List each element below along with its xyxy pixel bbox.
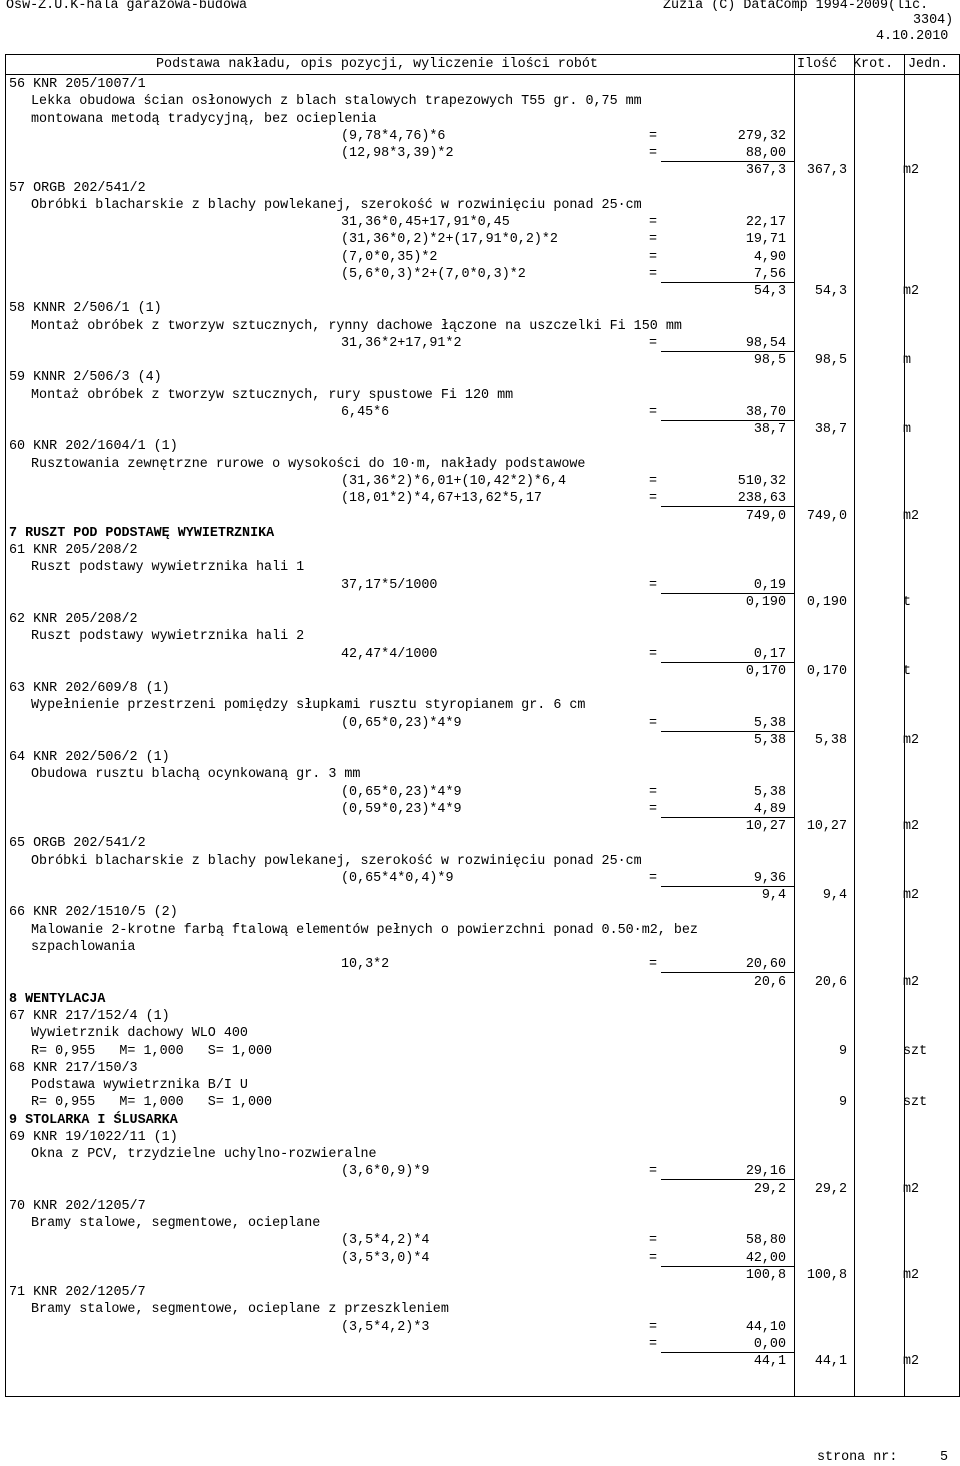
- position-description: Wypełnienie przestrzeni pomiędzy słupkami rusztu styropianem gr. 6 cm: [31, 698, 586, 714]
- position-description: Podstawa wywietrznika B/I U: [31, 1078, 248, 1094]
- position-code: 68 KNR 217/150/3: [9, 1060, 138, 1076]
- position-total-row: [6, 508, 959, 525]
- position-total-row: [6, 887, 959, 904]
- calculation-expression: (0,65*0,23)*4*9: [341, 715, 462, 731]
- calculation-value: 58,80: [745, 1233, 786, 1249]
- total-krot: 5,38: [814, 732, 847, 748]
- equals-sign: =: [649, 1164, 658, 1180]
- equals-sign: =: [649, 404, 658, 420]
- calculation-value: 19,71: [745, 232, 786, 248]
- position-code: 64 KNR 202/506/2 (1): [9, 750, 170, 766]
- position-code: 62 KNR 205/208/2: [9, 612, 138, 628]
- position-description-row: [6, 1077, 959, 1094]
- calculation-value: 38,70: [745, 404, 786, 420]
- calculation-row: [6, 404, 959, 421]
- total-quantity: 0,170: [745, 663, 786, 679]
- position-description-row: [6, 1301, 959, 1318]
- calculation-expression: 10,3*2: [341, 957, 390, 973]
- total-krot: 100,8: [806, 1267, 847, 1283]
- position-code-row: [6, 1008, 959, 1025]
- position-code-row: [6, 680, 959, 697]
- cost-table: [5, 54, 960, 1397]
- position-description-row: [6, 111, 959, 128]
- calculation-expression: (0,59*0,23)*4*9: [341, 801, 462, 817]
- calculation-expression: (31,36*0,2)*2+(17,91*0,2)*2: [341, 232, 558, 248]
- position-code-row: [6, 76, 959, 93]
- position-description-row: [6, 853, 959, 870]
- position-description-row: [6, 197, 959, 214]
- position-description: Obróbki blacharskie z blachy powlekanej, szerokość w rozwinięciu ponad 25·cm: [31, 197, 642, 213]
- rms-coefficients: R= 0,955 M= 1,000 S= 1,000: [31, 1043, 273, 1059]
- total-quantity: 54,3: [753, 284, 786, 300]
- position-description: Bramy stalowe, segmentowe, ocieplane: [31, 1216, 321, 1232]
- total-unit: m2: [903, 1181, 920, 1197]
- equals-sign: =: [649, 784, 658, 800]
- calculation-expression: (7,0*0,35)*2: [341, 249, 438, 265]
- calculation-expression: (31,36*2)*6,01+(10,42*2)*6,4: [341, 473, 566, 489]
- position-code-row: [6, 300, 959, 317]
- calculation-row: [6, 231, 959, 248]
- page-label: strona nr:: [817, 1450, 898, 1465]
- equals-sign: =: [649, 1233, 658, 1249]
- total-unit: m: [903, 422, 912, 438]
- total-krot: 9: [838, 1095, 847, 1111]
- position-code: 65 ORGB 202/541/2: [9, 836, 146, 852]
- position-code-row: [6, 1129, 959, 1146]
- total-unit: m2: [903, 732, 920, 748]
- page-header: [0, 0, 960, 48]
- position-code-row: [6, 438, 959, 455]
- calculation-row: [6, 145, 959, 162]
- software-info: Zuzia (C) DataComp 1994-2009(lic.: [663, 0, 929, 13]
- equals-sign: =: [649, 646, 658, 662]
- calculation-row: [6, 490, 959, 507]
- print-date: 4.10.2010: [876, 29, 949, 44]
- section-heading: 7 RUSZT POD PODSTAWĘ WYWIETRZNIKA: [9, 525, 275, 541]
- calculation-value: 22,17: [745, 215, 786, 231]
- calculation-row: [6, 473, 959, 490]
- calculation-value: 42,00: [745, 1250, 786, 1266]
- position-description-row: [6, 766, 959, 783]
- position-description-row: [6, 939, 959, 956]
- calculation-row: [6, 801, 959, 818]
- total-unit: szt: [903, 1043, 928, 1059]
- position-description: Montaż obróbek z tworzyw sztucznych, rury spustowe Fi 120 mm: [31, 387, 514, 403]
- total-quantity: 367,3: [745, 163, 786, 179]
- position-description: Ruszt podstawy wywietrznika hali 1: [31, 560, 305, 576]
- calculation-value: 510,32: [737, 473, 786, 489]
- total-quantity: 749,0: [745, 508, 786, 524]
- calculation-row: [6, 1250, 959, 1267]
- position-total-row: [6, 352, 959, 369]
- position-code-row: [6, 1198, 959, 1215]
- position-total-row: [6, 1267, 959, 1284]
- calculation-value: 29,16: [745, 1164, 786, 1180]
- position-description-row: [6, 1025, 959, 1042]
- position-code: 70 KNR 202/1205/7: [9, 1198, 146, 1214]
- page-number: 5: [940, 1450, 949, 1465]
- document-title: Ośw-Z.U.K-hala garażowa-budowa: [6, 0, 248, 13]
- total-quantity: 29,2: [753, 1181, 786, 1197]
- position-description-row: [6, 697, 959, 714]
- position-total-row: [6, 594, 959, 611]
- position-code: 71 KNR 202/1205/7: [9, 1285, 146, 1301]
- calculation-value: 5,38: [753, 784, 786, 800]
- license-info: 3304): [913, 13, 954, 28]
- calculation-expression: (9,78*4,76)*6: [341, 128, 446, 144]
- total-quantity: 0,190: [745, 594, 786, 610]
- position-total-row: [6, 421, 959, 438]
- calculation-expression: 31,36*2+17,91*2: [341, 335, 462, 351]
- position-code-row: [6, 369, 959, 386]
- calculation-row: [6, 249, 959, 266]
- rms-coefficients: R= 0,955 M= 1,000 S= 1,000: [31, 1095, 273, 1111]
- total-krot: 367,3: [806, 163, 847, 179]
- calculation-expression: 31,36*0,45+17,91*0,45: [341, 215, 510, 231]
- total-quantity: 20,6: [753, 974, 786, 990]
- position-code: 69 KNR 19/1022/11 (1): [9, 1129, 178, 1145]
- total-quantity: 100,8: [745, 1267, 786, 1283]
- calculation-row: [6, 577, 959, 594]
- position-description: montowana metodą tradycyjną, bez ocieplenia: [31, 111, 377, 127]
- equals-sign: =: [649, 473, 658, 489]
- total-unit: m2: [903, 508, 920, 524]
- total-unit: szt: [903, 1095, 928, 1111]
- equals-sign: =: [649, 577, 658, 593]
- position-code: 67 KNR 217/152/4 (1): [9, 1009, 170, 1025]
- position-code-row: [6, 749, 959, 766]
- total-quantity: 38,7: [753, 422, 786, 438]
- position-description-row: [6, 456, 959, 473]
- total-krot: 749,0: [806, 508, 847, 524]
- total-krot: 0,190: [806, 594, 847, 610]
- total-krot: 38,7: [814, 422, 847, 438]
- position-description: Rusztowania zewnętrzne rurowe o wysokości do 10·m, nakłady podstawowe: [31, 456, 586, 472]
- calculation-value: 0,00: [753, 1336, 786, 1352]
- position-code: 66 KNR 202/1510/5 (2): [9, 905, 178, 921]
- total-krot: 9,4: [822, 888, 847, 904]
- calculation-value: 4,89: [753, 801, 786, 817]
- position-code-row: [6, 1284, 959, 1301]
- equals-sign: =: [649, 715, 658, 731]
- calculation-expression: (18,01*2)*4,67+13,62*5,17: [341, 491, 542, 507]
- calculation-row: [6, 128, 959, 145]
- calculation-expression: (3,5*4,2)*3: [341, 1319, 430, 1335]
- position-code: 61 KNR 205/208/2: [9, 543, 138, 559]
- calculation-value: 7,56: [753, 266, 786, 282]
- table-header-row: [6, 56, 959, 73]
- total-krot: 0,170: [806, 663, 847, 679]
- position-code: 56 KNR 205/1007/1: [9, 77, 146, 92]
- calculation-value: 279,32: [737, 128, 786, 144]
- total-unit: m2: [903, 1267, 920, 1283]
- position-code: 60 KNR 202/1604/1 (1): [9, 439, 178, 455]
- calculation-value: 9,36: [753, 870, 786, 886]
- total-krot: 10,27: [806, 819, 847, 835]
- calculation-row: [6, 335, 959, 352]
- calculation-expression: (0,65*4*0,4)*9: [341, 870, 454, 886]
- header-description: Podstawa nakładu, opis pozycji, wyliczenie ilości robót: [156, 57, 598, 72]
- total-unit: m2: [903, 974, 920, 990]
- calculation-row: [6, 1163, 959, 1180]
- equals-sign: =: [649, 335, 658, 351]
- position-description-row: [6, 922, 959, 939]
- position-description-row: [6, 318, 959, 335]
- position-description-row: [6, 628, 959, 645]
- header-krot: Krot.: [853, 57, 894, 72]
- position-description: Wywietrznik dachowy WLO 400: [31, 1026, 248, 1042]
- equals-sign: =: [649, 215, 658, 231]
- position-code-row: [6, 542, 959, 559]
- calculation-value: 238,63: [737, 491, 786, 507]
- position-code-row: [6, 904, 959, 921]
- position-description-row: [6, 93, 959, 110]
- calculation-expression: (3,6*0,9)*9: [341, 1164, 430, 1180]
- calculation-row: [6, 1232, 959, 1249]
- equals-sign: =: [649, 1250, 658, 1266]
- position-description: Bramy stalowe, segmentowe, ocieplane z przeszkleniem: [31, 1302, 449, 1318]
- total-quantity: 5,38: [753, 732, 786, 748]
- header-separator: [6, 74, 959, 75]
- section-heading-row: [6, 991, 959, 1008]
- equals-sign: =: [649, 870, 658, 886]
- header-qty: Ilość: [797, 57, 838, 72]
- calculation-row: [6, 870, 959, 887]
- equals-sign: =: [649, 266, 658, 282]
- position-description: Lekka obudowa ścian osłonowych z blach stalowych trapezowych T55 gr. 0,75 mm: [31, 94, 642, 110]
- position-description-row: [6, 559, 959, 576]
- calculation-value: 5,38: [753, 715, 786, 731]
- equals-sign: =: [649, 232, 658, 248]
- position-total-row: [6, 1353, 959, 1370]
- equals-sign: =: [649, 957, 658, 973]
- total-unit: m2: [903, 819, 920, 835]
- position-total-row: [6, 818, 959, 835]
- calculation-row: [6, 1319, 959, 1336]
- position-total-row: [6, 974, 959, 991]
- position-description: Montaż obróbek z tworzyw sztucznych, rynny dachowe łączone na uszczelki Fi 150 mm: [31, 318, 682, 334]
- position-total-row: [6, 162, 959, 179]
- equals-sign: =: [649, 249, 658, 265]
- calculation-row: [6, 266, 959, 283]
- calculation-row: [6, 784, 959, 801]
- total-unit: t: [903, 663, 912, 679]
- position-description: Okna z PCV, trzydzielne uchylno-rozwieralne: [31, 1147, 377, 1163]
- calculation-value: 88,00: [745, 146, 786, 162]
- position-total-row: [6, 283, 959, 300]
- position-description: Malowanie 2-krotne farbą ftalową elementów pełnych o powierzchni ponad 0.50·m2, bez: [31, 922, 698, 938]
- calculation-row: [6, 214, 959, 231]
- section-heading-row: [6, 525, 959, 542]
- position-description: Obudowa rusztu blachą ocynkowaną gr. 3 mm: [31, 767, 361, 783]
- total-unit: m2: [903, 888, 920, 904]
- total-krot: 20,6: [814, 974, 847, 990]
- section-heading-row: [6, 1112, 959, 1129]
- position-description-row: [6, 387, 959, 404]
- equals-sign: =: [649, 146, 658, 162]
- total-unit: m2: [903, 1354, 920, 1370]
- calculation-row: [6, 646, 959, 663]
- calculation-value: 0,17: [753, 646, 786, 662]
- position-code-row: [6, 1060, 959, 1077]
- calculation-value: 0,19: [753, 577, 786, 593]
- header-unit: Jedn.: [908, 57, 949, 72]
- position-code: 58 KNNR 2/506/1 (1): [9, 301, 162, 317]
- total-krot: 98,5: [814, 353, 847, 369]
- rms-coefficients-row: [6, 1043, 959, 1060]
- equals-sign: =: [649, 491, 658, 507]
- rms-coefficients-row: [6, 1094, 959, 1111]
- position-code: 63 KNR 202/609/8 (1): [9, 681, 170, 697]
- calculation-expression: 37,17*5/1000: [341, 577, 438, 593]
- total-quantity: 9,4: [761, 888, 786, 904]
- total-quantity: 98,5: [753, 353, 786, 369]
- calculation-value: 44,10: [745, 1319, 786, 1335]
- position-description: Ruszt podstawy wywietrznika hali 2: [31, 629, 305, 645]
- calculation-expression: (0,65*0,23)*4*9: [341, 784, 462, 800]
- position-description-row: [6, 1215, 959, 1232]
- equals-sign: =: [649, 128, 658, 144]
- total-quantity: 44,1: [753, 1354, 786, 1370]
- calculation-row: [6, 956, 959, 973]
- equals-sign: =: [649, 1319, 658, 1335]
- total-krot: 29,2: [814, 1181, 847, 1197]
- position-description: Obróbki blacharskie z blachy powlekanej, szerokość w rozwinięciu ponad 25·cm: [31, 853, 642, 869]
- calculation-value: 20,60: [745, 957, 786, 973]
- total-krot: 54,3: [814, 284, 847, 300]
- total-krot: 44,1: [814, 1354, 847, 1370]
- total-quantity: 10,27: [745, 819, 786, 835]
- section-heading: 9 STOLARKA I ŚLUSARKA: [9, 1112, 178, 1128]
- calculation-expression: (5,6*0,3)*2+(7,0*0,3)*2: [341, 266, 526, 282]
- position-total-row: [6, 1181, 959, 1198]
- position-code: 59 KNNR 2/506/3 (4): [9, 370, 162, 386]
- total-unit: m2: [903, 284, 920, 300]
- total-krot: 9: [838, 1043, 847, 1059]
- calculation-expression: 6,45*6: [341, 404, 390, 420]
- calculation-expression: (3,5*3,0)*4: [341, 1250, 430, 1266]
- position-description: szpachlowania: [31, 940, 136, 955]
- calculation-value: 4,90: [753, 249, 786, 265]
- equals-sign: =: [649, 801, 658, 817]
- calculation-value: 98,54: [745, 335, 786, 351]
- position-code-row: [6, 180, 959, 197]
- calculation-row: [6, 1336, 959, 1353]
- position-code-row: [6, 611, 959, 628]
- position-total-row: [6, 732, 959, 749]
- total-unit: t: [903, 594, 912, 610]
- total-unit: m2: [903, 163, 920, 179]
- calculation-row: [6, 715, 959, 732]
- calculation-expression: (3,5*4,2)*4: [341, 1233, 430, 1249]
- section-heading: 8 WENTYLACJA: [9, 991, 106, 1007]
- position-description-row: [6, 1146, 959, 1163]
- calculation-expression: (12,98*3,39)*2: [341, 146, 454, 162]
- position-code: 57 ORGB 202/541/2: [9, 180, 146, 196]
- equals-sign: =: [649, 1336, 658, 1352]
- total-unit: m: [903, 353, 912, 369]
- position-code-row: [6, 835, 959, 852]
- position-total-row: [6, 663, 959, 680]
- calculation-expression: 42,47*4/1000: [341, 646, 438, 662]
